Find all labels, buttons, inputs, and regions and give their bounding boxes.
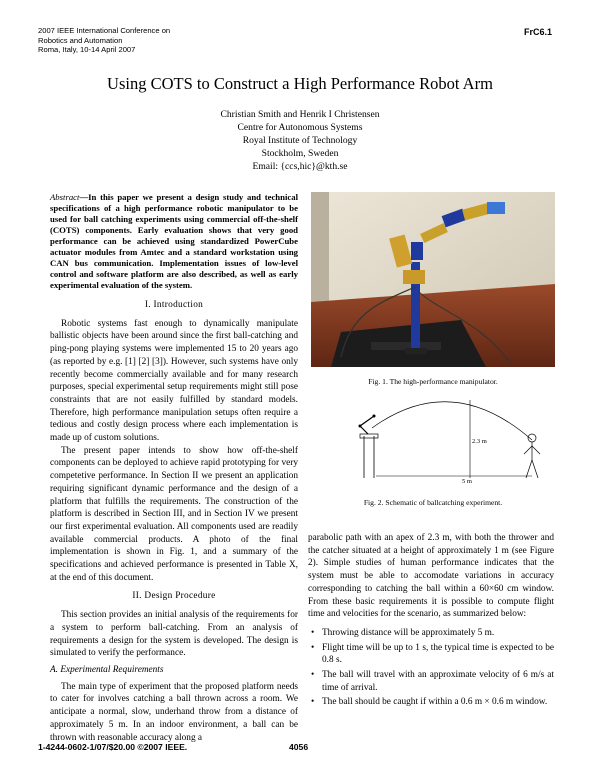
- session-code: FrC6.1: [523, 27, 552, 37]
- abstract: [50, 192, 298, 291]
- subsection-heading: A. Experimental Requirements: [50, 664, 164, 675]
- affiliation-1: Centre for Autonomous Systems: [237, 122, 363, 133]
- paper-title: Using COTS to Construct a High Performance Robot Arm: [107, 74, 493, 93]
- ballcatching-schematic: [352, 398, 542, 486]
- abstract-label: Abstract: [50, 192, 80, 202]
- footer-isbn: 1-4244-0602-1/07/$20.00 ©2007 IEEE.: [38, 742, 188, 752]
- affiliation-2: Royal Institute of Technology: [242, 135, 358, 146]
- paragraph: The present paper intends to show how off-the-shelf components can be deployed to achieve rapid prototyping for very competetive performance. In Section II we present an application requiring significant dynamic performance and the design of a platform that fulfills the requirements. The construction of the platform is described in Section III, and in Section IV we present our first experimental evaluation. All components used are readily available commercial products. A photo of the final implementation is shown in Fig. 1, and a summary of the specifications and achieved performance is presented in Table X, at the end of this document.: [50, 445, 298, 583]
- figure-2-schematic: [352, 398, 542, 486]
- list-item: • Flight time will be up to 1 s, the typical time is expected to be 0.8 s.: [322, 642, 554, 667]
- requirements-list: [308, 627, 554, 709]
- conference-line-1: 2007 IEEE International Conference on: [38, 26, 171, 35]
- distance-label: 5 m: [462, 478, 472, 485]
- robot-arm-photo: [311, 192, 555, 367]
- paragraph: Robotic systems fast enough to dynamically manipulate ballistic objects have been around since the first ball-catching and ping-pong playing systems were implemented 15 to 20 years ago (as reported by e.g. [1] [2] [3]). However, such systems have only recently become commercially available and for many research purposes, special experimental setup requirements might still pose constraints that are not easily fulfilled by standard models. Therefore, high performance manipulation setups often require a tedious and costly design process where each implementation is made up of custom solutions.: [50, 318, 298, 444]
- affiliation-3: Stockholm, Sweden: [261, 148, 339, 159]
- figure-1-caption: Fig. 1. The high-performance manipulator.: [368, 377, 498, 386]
- paragraph: The main type of experiment that the proposed platform needs to cater for involves catching a ball thrown across a room. We anticipate a normal, slow, underhand throw from a distance of approximately 5 m. In an indoor environment, a ball can be thrown with reasonable accuracy along a: [50, 681, 298, 743]
- list-item: • The ball should be caught if within a 0.6 m × 0.6 m window.: [322, 696, 554, 709]
- left-column: [50, 192, 298, 744]
- right-column: [308, 532, 554, 711]
- abstract-text: —In this paper we present a design study and technical specifications of a high performance robotic manipulator to be used for ball catching experiments using commercial off-the-shelf (COTS) components. Early evaluation shows that very good performance can be achieved using standardized PowerCube actuator modules from Amtec and a standard workstation using CAN bus communication. Implementation issues of low-level control and software platform are also described, as well as early experimental evaluation of the system.: [50, 192, 298, 290]
- figure-1-photo: [311, 192, 555, 367]
- author-names: Christian Smith and Henrik I Christensen: [220, 109, 380, 120]
- paragraph: parabolic path with an apex of 2.3 m, with both the thrower and the catcher situated at a height of approximately 1 m (see Figure 2). Simple studies of human performance indicates that the system must be able to accomodate variations in accuracy corresponding to catching the ball within a 60×60 cm window. From these basic requirements it is possible to compute flight time and velocities for the scenario, as summarized below:: [308, 533, 554, 620]
- conference-line-2: Robotics and Automation: [38, 35, 123, 45]
- author-block: [0, 108, 600, 173]
- author-email: Email: {ccs,hic}@kth.se: [252, 161, 348, 172]
- conference-header: [38, 26, 170, 55]
- height-label: 2.3 m: [472, 438, 487, 445]
- list-item: • The ball will travel with an approximate velocity of 6 m/s at time of arrival.: [322, 669, 554, 694]
- section-heading-introduction: I. Introduction: [144, 300, 204, 310]
- section-heading-design: II. Design Procedure: [132, 591, 216, 602]
- figure-2-caption: Fig. 2. Schematic of ballcatching experiment.: [363, 498, 503, 507]
- conference-line-3: Roma, Italy, 10-14 April 2007: [38, 45, 136, 55]
- paragraph: This section provides an initial analysis of the requirements for a system to perform ball-catching. From an analysis of requirements a design for the system is developed. The design is simulated to verify the performance.: [50, 610, 298, 659]
- list-item: • Throwing distance will be approximately 5 m.: [322, 627, 554, 640]
- page-number: 4056: [289, 742, 309, 752]
